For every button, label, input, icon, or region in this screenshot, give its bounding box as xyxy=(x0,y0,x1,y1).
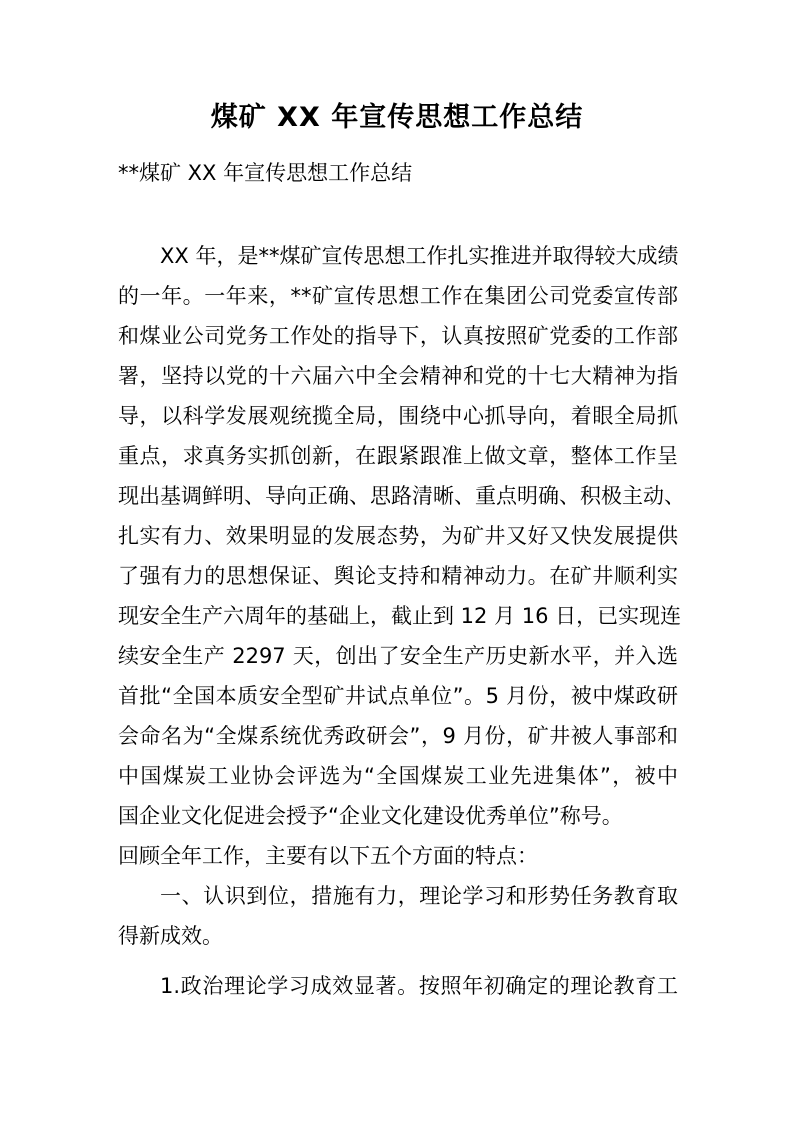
body-line-6: 重点，求真务实抓创新，在跟紧跟准上做文章，整体工作呈 xyxy=(118,444,678,468)
body-line-2: 的一年。一年来，**矿宣传思想工作在集团公司党委宣传部 xyxy=(118,284,678,308)
body-line-14: 中国煤炭工业协会评选为“全国煤炭工业先进集体”，被中 xyxy=(118,764,678,788)
section-heading-line-1: 一、认识到位，措施有力，理论学习和形势任务教育取 xyxy=(160,884,678,908)
body-line-9: 了强有力的思想保证、舆论支持和精神动力。在矿井顺利实 xyxy=(118,564,678,588)
body-line-8: 扎实有力、效果明显的发展态势，为矿井又好又快发展提供 xyxy=(118,524,678,548)
body-line-3: 和煤业公司党务工作处的指导下，认真按照矿党委的工作部 xyxy=(118,324,678,348)
body-line-15: 国企业文化促进会授予“企业文化建设优秀单位”称号。 xyxy=(118,804,623,828)
body-line-11: 续安全生产 2297 天，创出了安全生产历史新水平，并入选 xyxy=(118,644,678,668)
body-line-16: 回顾全年工作，主要有以下五个方面的特点： xyxy=(118,844,538,868)
body-line-1: XX 年，是**煤矿宣传思想工作扎实推进并取得较大成绩 xyxy=(160,244,679,268)
subsection-line-1: 1.政治理论学习成效显著。按照年初确定的理论教育工 xyxy=(160,974,678,998)
body-line-5: 导，以科学发展观统揽全局，围绕中心抓导向，着眼全局抓 xyxy=(118,404,678,428)
document-title: 煤矿 XX 年宣传思想工作总结 xyxy=(210,102,584,133)
body-line-12: 首批“全国本质安全型矿井试点单位”。5 月份，被中煤政研 xyxy=(118,684,678,708)
body-line-4: 署，坚持以党的十六届六中全会精神和党的十七大精神为指 xyxy=(118,364,678,388)
body-line-10: 现安全生产六周年的基础上，截止到 12 月 16 日，已实现连 xyxy=(118,604,682,628)
body-line-7: 现出基调鲜明、导向正确、思路清晰、重点明确、积极主动、 xyxy=(118,484,685,508)
body-line-13: 会命名为“全煤系统优秀政研会”，9 月份，矿井被人事部和 xyxy=(118,724,678,748)
document-subtitle: **煤矿 XX 年宣传思想工作总结 xyxy=(118,161,413,185)
section-heading-line-2: 得新成效。 xyxy=(118,924,223,948)
